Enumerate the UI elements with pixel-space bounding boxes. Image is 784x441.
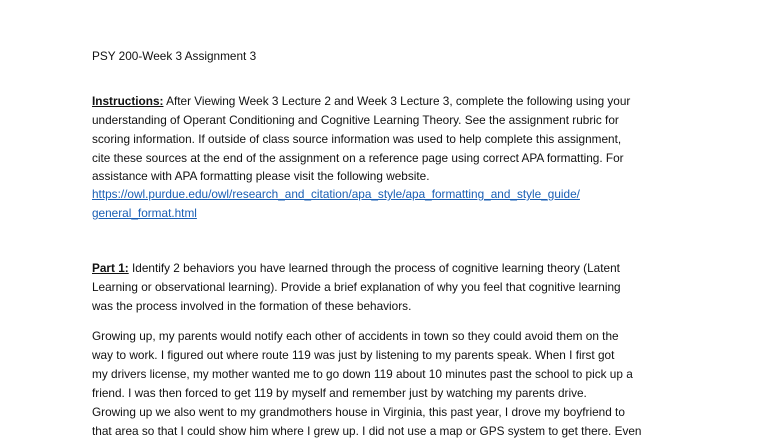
instructions-text: After Viewing Week 3 Lecture 2 and Week 3 Lecture 3, complete the following using your [163, 94, 631, 108]
instructions-label: Instructions: [92, 94, 164, 108]
answer-line: Growing up we also went to my grandmothers house in Virginia, this past year, I drove my boyfriend to [92, 405, 625, 419]
document-title: PSY 200-Week 3 Assignment 3 [92, 49, 257, 63]
answer-line: my drivers license, my mother wanted me to go down 119 about 10 minutes past the school to pick up a [92, 367, 633, 381]
apa-link[interactable]: general_format.html [92, 206, 197, 220]
apa-link[interactable]: https://owl.purdue.edu/owl/research_and_citation/apa_style/apa_formatting_and_style_guide/ [92, 187, 580, 201]
part1-label: Part 1: [92, 261, 129, 275]
part1-line [92, 259, 620, 278]
instructions-line [92, 92, 630, 111]
part1-line: Learning or observational learning). Provide a brief explanation of why you feel that cognitive learning [92, 280, 621, 294]
instructions-line: cite these sources at the end of the assignment on a reference page using correct APA formatting. For [92, 151, 624, 165]
part1-line: was the process involved in the formation of these behaviors. [92, 299, 412, 313]
instructions-line: assistance with APA formatting please visit the following website. [92, 169, 430, 183]
answer-line: Growing up, my parents would notify each other of accidents in town so they could avoid them on the [92, 329, 619, 343]
instructions-line: scoring information. If outside of class source information was used to help complete this assignment, [92, 132, 622, 146]
answer-line: that area so that I could show him where I grew up. I did not use a map or GPS system to get there. Even [92, 424, 642, 438]
answer-line: way to work. I figured out where route 119 was just by listening to my parents speak. When I first got [92, 348, 615, 362]
part1-text: Identify 2 behaviors you have learned through the process of cognitive learning theory (Latent [128, 261, 620, 275]
answer-line: friend. I was then forced to get 119 by myself and remember just by watching my parents drive. [92, 386, 587, 400]
instructions-line: understanding of Operant Conditioning and Cognitive Learning Theory. See the assignment rubric for [92, 113, 619, 127]
